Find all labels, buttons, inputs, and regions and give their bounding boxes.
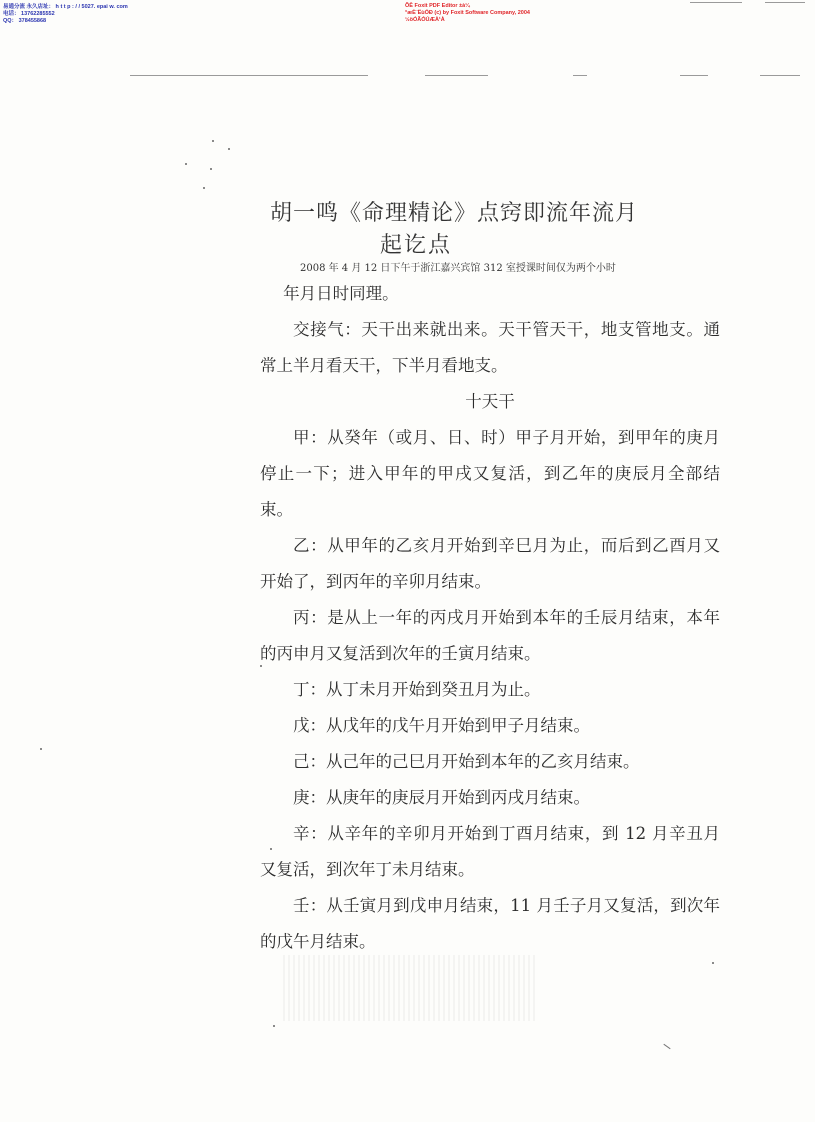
header-phone: 电话： 13762285552	[3, 11, 55, 17]
scan-line	[760, 75, 800, 76]
watermark-line-1: ÕÊ Foxit PDF Editor ±à¼	[405, 3, 470, 9]
header-contact-info	[3, 4, 128, 25]
scan-line	[573, 75, 587, 76]
scan-speck	[212, 140, 214, 142]
header-shop-url: 易通分流 永久店址： h t t p : / / 5027. epai w. com	[3, 4, 128, 10]
paragraph-ding: 丁：从丁未月开始到癸丑月为止。	[293, 680, 541, 699]
lecture-info: 2008 年 4 月 12 日下午于浙江嘉兴宾馆 312 室授课时间仅为两个小时	[300, 263, 616, 274]
section-heading-ten-stems: 十天干	[465, 392, 515, 411]
scan-speck	[712, 962, 714, 964]
scan-speck	[273, 1025, 275, 1027]
scan-mark	[663, 1044, 670, 1049]
scan-line	[690, 2, 742, 3]
paragraph-yi: 乙：从甲年的乙亥月开始到辛巳月为止，而后到乙酉月又开始了，到丙年的辛卯月结束。	[260, 536, 720, 591]
paragraph-ji: 己：从己年的己巳月开始到本年的乙亥月结束。	[293, 752, 640, 771]
paragraph-bing: 丙：是从上一年的丙戌月开始到本年的壬辰月结束，本年的丙申月又复活到次年的壬寅月结束。	[260, 608, 720, 663]
paragraph-geng: 庚：从庚年的庚辰月开始到丙戌月结束。	[293, 788, 590, 807]
header-editor-watermark	[405, 3, 530, 24]
scan-line	[425, 75, 488, 76]
scan-speck	[210, 168, 212, 170]
paragraph-xin: 辛：从辛年的辛卯月开始到丁酉月结束，到 12 月辛丑月又复活，到次年丁未月结束。	[260, 824, 720, 879]
scan-line	[765, 2, 805, 3]
scan-speck	[40, 748, 42, 750]
scan-speck	[185, 163, 187, 165]
document-title: 胡一鸣《命理精论》点窍即流年流月	[270, 201, 639, 226]
faded-seal-stamp	[283, 955, 538, 1021]
scan-speck	[203, 187, 205, 189]
paragraph-wu: 戊：从戊年的戊午月开始到甲子月结束。	[293, 716, 590, 735]
paragraph-ren: 壬：从壬寅月到戊申月结束，11 月壬子月又复活，到次年的戊午月结束。	[260, 896, 720, 951]
scan-line	[130, 75, 368, 76]
paragraph-jiaojieqi: 交接气：天干出来就出来。天干管天干，地支管地支。通常上半月看天干，下半月看地支。	[260, 320, 720, 375]
header-qq: QQ： 378455868	[3, 18, 47, 24]
document-title-continued: 起讫点	[380, 233, 453, 258]
paragraph-intro: 年月日时同理。	[283, 284, 399, 303]
paragraph-jia: 甲：从癸年（或月、日、时）甲子月开始，到甲年的庚月停止一下；进入甲年的甲戌又复活，到乙年的庚辰月全部结束。	[260, 428, 720, 519]
document-body	[260, 276, 720, 960]
scan-speck	[228, 148, 230, 150]
scan-line	[680, 75, 708, 76]
watermark-line-3: ½öÓÃÓÚÆÀ¹À	[405, 17, 445, 23]
watermark-line-2: °æÈ¨ËùÓÐ (c) by Foxit Software Company, 2004	[405, 10, 530, 16]
